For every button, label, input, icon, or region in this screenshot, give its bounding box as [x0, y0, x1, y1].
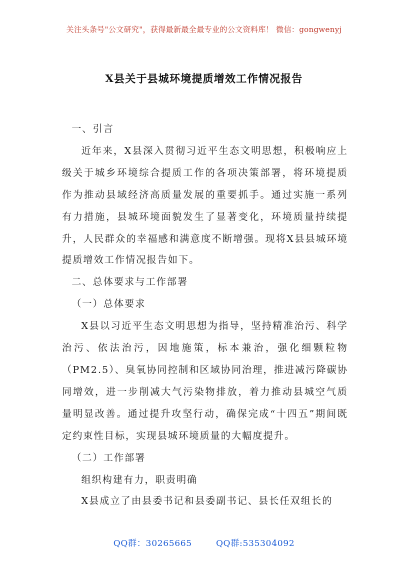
subsection-heading-overall: （一）总体要求 — [71, 299, 146, 311]
intro-paragraph: 近年来，X县深入贯彻习近平生态文明思想，积极响应上级关于城乡环境综合提质工作的各项决策部署，将环境提质作为推动县域经济高质量发展的重要抓手。通过实施一系列有力措施，县城环境面貌发生了显著变化，环境质量持续提升，人民群众的幸福感和满意度不断增强。现将X县县城环境提质增效工作情况报告如下。 — [62, 145, 348, 267]
deployment-subtitle: 组织构建有力，职责明确 — [81, 474, 198, 486]
subsection-heading-deployment: （二）工作部署 — [71, 452, 146, 464]
footer-qq-group-1: QQ群：30265665 — [113, 539, 192, 549]
footer-qq-group-2: QQ群:535304092 — [215, 539, 295, 549]
document-body — [62, 119, 348, 513]
header-banner: 关注头条号"公文研究"，获得最新最全最专业的公文资料库！ 微信：gongwenyj — [66, 25, 342, 34]
document-title: X县关于县城环境提质增效工作情况报告 — [105, 73, 303, 85]
section-heading-intro: 一、引言 — [71, 124, 114, 135]
section-heading-requirements: 二、总体要求与工作部署 — [71, 277, 189, 289]
overall-requirements-paragraph: X县以习近平生态文明思想为指导，坚持精准治污、科学治污、依法治污，因地施策，标本兼治，强化细颗粒物（PM2.5）、臭氧协同控制和区域协同治理，推进减污降碳协同增效，进一步削减大气污染物排放，着力推动县城空气质量明显改善。通过提升攻坚行动，确保完成“十四五”期间既定约束性目标，实现县城环境质量的大幅度提升。 — [62, 321, 348, 442]
footer-contacts — [0, 537, 408, 549]
deployment-paragraph: X县成立了由县委书记和县委副书记、县长任双组长的 — [81, 496, 333, 508]
